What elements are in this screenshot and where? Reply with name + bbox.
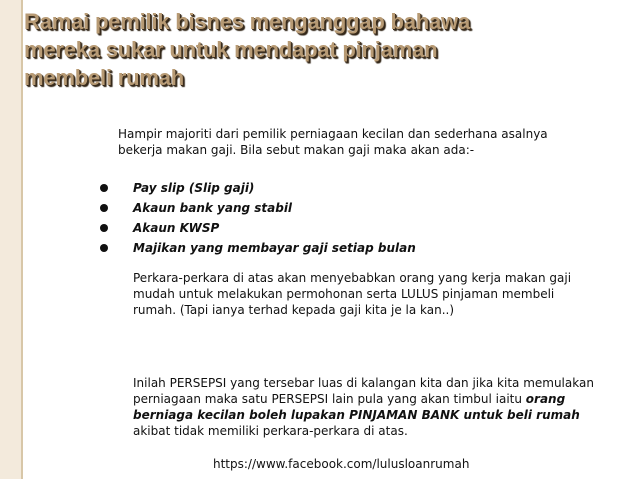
para2-line-2: mudah untuk melakukan permohonan serta LULUS pinjaman membeli bbox=[133, 287, 555, 301]
para3-line-2 bbox=[133, 391, 628, 407]
decorative-side-stripe bbox=[0, 0, 23, 479]
slide-title bbox=[24, 8, 624, 92]
requirements-list bbox=[100, 178, 620, 258]
title-line-3: membeli rumah bbox=[24, 65, 185, 90]
para3-line-1: Inilah PERSEPSI yang tersebar luas di kalangan kita dan jika kita memulakan bbox=[133, 376, 594, 390]
bullet-dot-icon bbox=[100, 204, 108, 212]
intro-line-2: bekerja makan gaji. Bila sebut makan gaji maka akan ada:- bbox=[118, 143, 475, 157]
title-line-1: Ramai pemilik bisnes menganggap bahawa bbox=[24, 9, 470, 34]
list-item-text: Pay slip (Slip gaji) bbox=[133, 181, 255, 195]
para2-line-3: rumah. (Tapi ianya terhad kepada gaji kita je la kan..) bbox=[133, 303, 455, 317]
intro-paragraph bbox=[118, 126, 618, 158]
facebook-link[interactable]: https://www.facebook.com/lulusloanrumah bbox=[213, 457, 470, 471]
para3-line-4: akibat tidak memiliki perkara-perkara di atas. bbox=[133, 424, 408, 438]
title-line-2: mereka sukar untuk mendapat pinjaman bbox=[24, 37, 438, 62]
perception-paragraph bbox=[133, 375, 628, 439]
para3-emphasis-start: orang bbox=[525, 392, 566, 406]
consequence-paragraph bbox=[133, 270, 623, 318]
bullet-dot-icon bbox=[100, 244, 108, 252]
list-item bbox=[100, 178, 620, 198]
list-item-text: Akaun bank yang stabil bbox=[133, 201, 293, 215]
list-item bbox=[100, 198, 620, 218]
para3-emphasis-line: berniaga kecilan boleh lupakan PINJAMAN BANK untuk beli rumah bbox=[133, 408, 580, 422]
intro-line-1: Hampir majoriti dari pemilik perniagaan kecilan dan sederhana asalnya bbox=[118, 127, 548, 141]
list-item bbox=[100, 238, 620, 258]
list-item bbox=[100, 218, 620, 238]
bullet-dot-icon bbox=[100, 224, 108, 232]
list-item-text: Akaun KWSP bbox=[133, 221, 220, 235]
para3-line-2-text: perniagaan maka satu PERSEPSI lain pula yang akan timbul iaitu bbox=[133, 392, 526, 406]
para2-line-1: Perkara-perkara di atas akan menyebabkan orang yang kerja makan gaji bbox=[133, 271, 572, 285]
list-item-text: Majikan yang membayar gaji setiap bulan bbox=[133, 241, 416, 255]
bullet-dot-icon bbox=[100, 184, 108, 192]
